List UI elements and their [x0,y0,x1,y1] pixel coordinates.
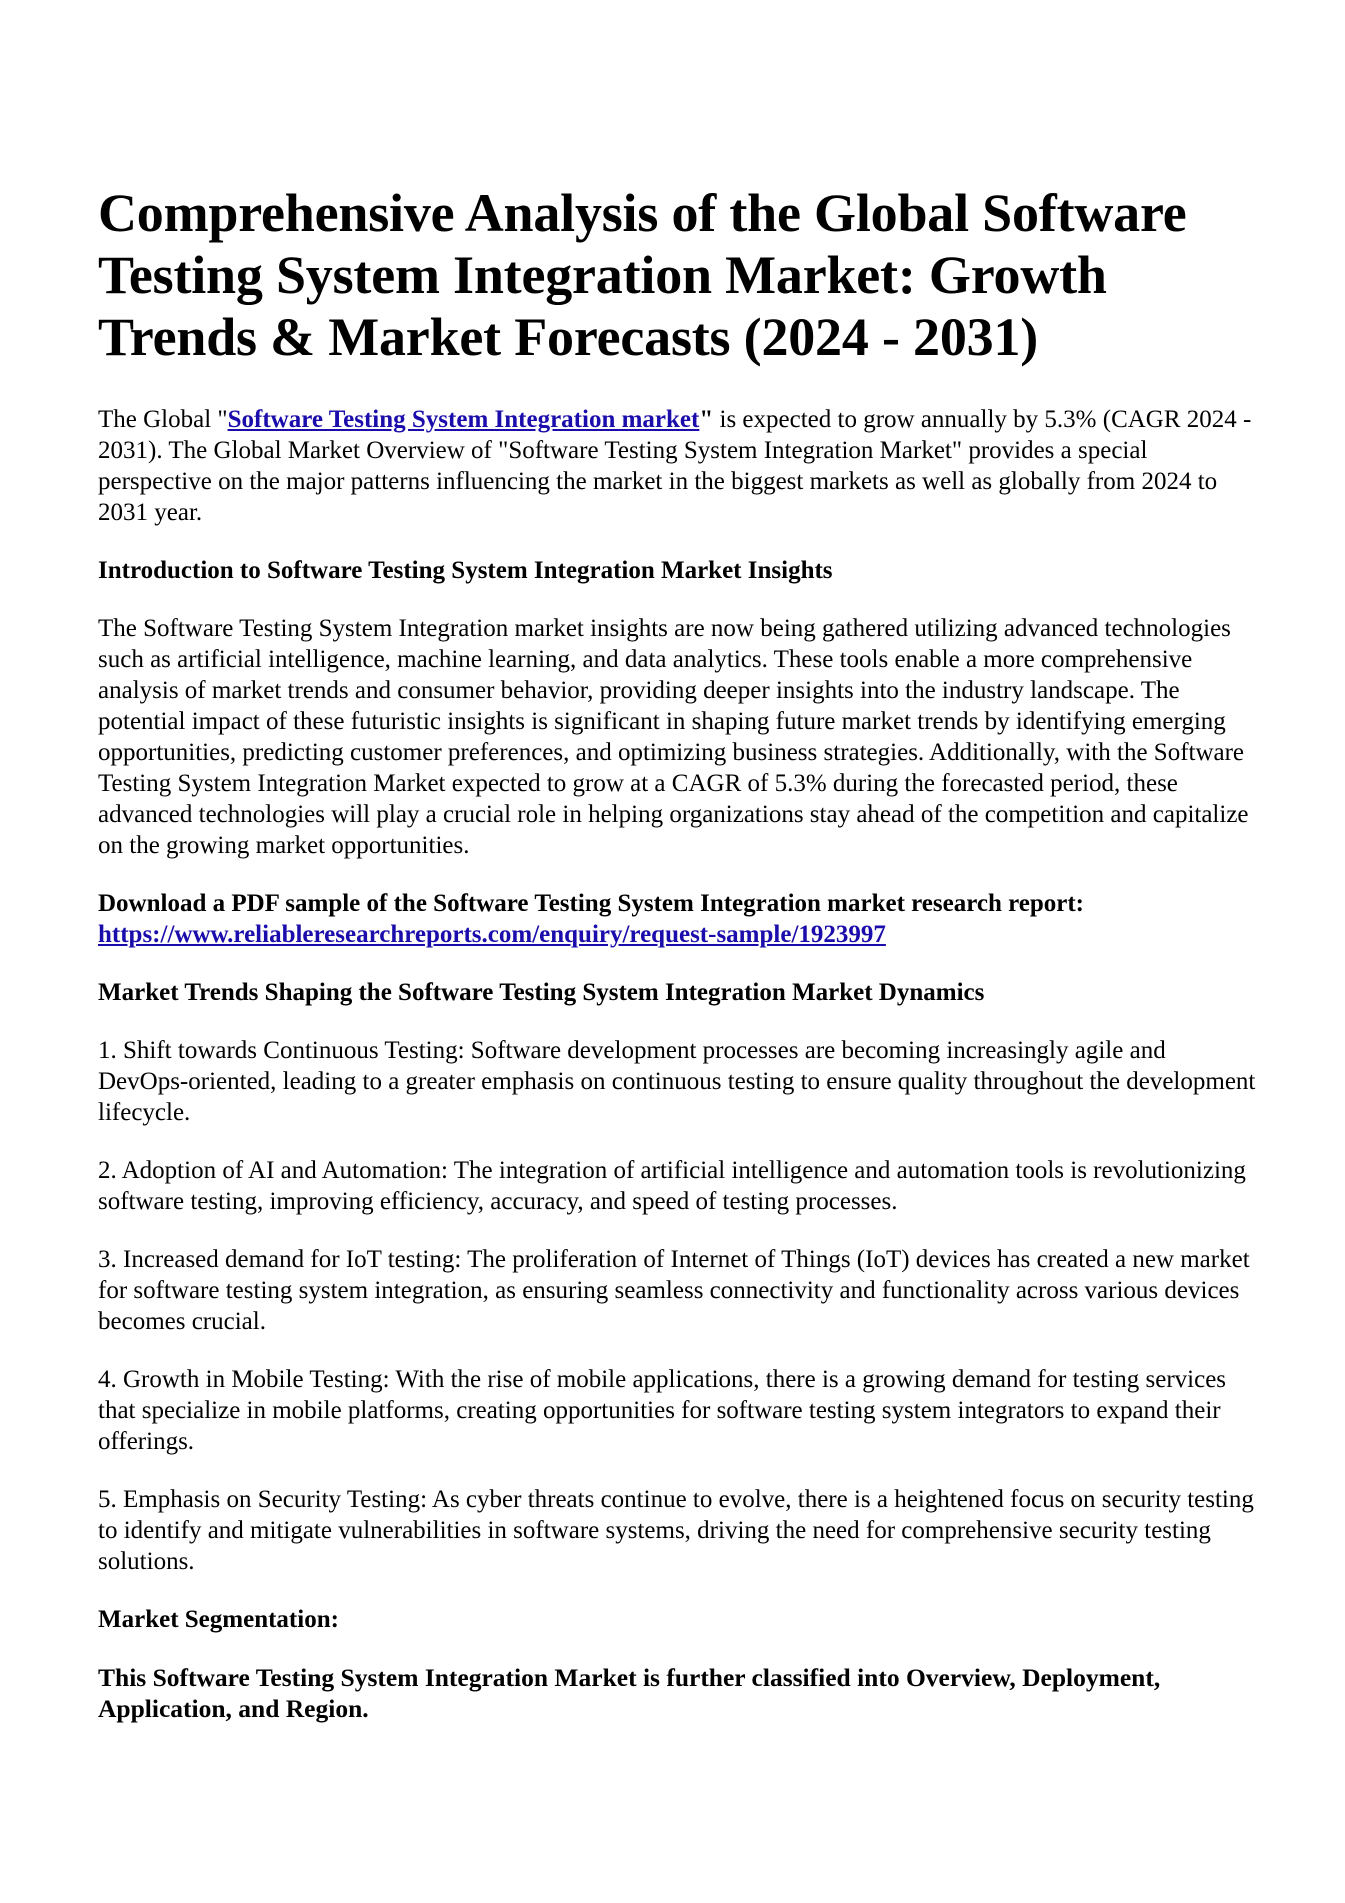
segmentation-heading: Market Segmentation: [98,1606,339,1633]
market-link[interactable]: Software Testing System Integration market [227,406,700,433]
page-title: Comprehensive Analysis of the Global Software Testing System Integration Market: Growth Trends & Market Forecasts (2024 - 2031) [98,183,1187,367]
trend-item-2: 2. Adoption of AI and Automation: The integration of artificial intelligence and automation tools is revolutionizing software testing, improving efficiency, accuracy, and speed of testing processes. [98,1157,1246,1215]
insights-heading: Introduction to Software Testing System Integration Market Insights [98,557,833,584]
trend-item-5: 5. Emphasis on Security Testing: As cyber threats continue to evolve, there is a heightened focus on security testing to identify and mitigate vulnerabilities in software systems, driving the need for comprehensive security testing solutions. [98,1486,1254,1575]
insights-body: The Software Testing System Integration market insights are now being gathered utilizing advanced technologies such as artificial intelligence, machine learning, and data analytics. These tools enable a more comprehensive analysis of market trends and consumer behavior, providing deeper insights into the industry landscape. The potential impact of these futuristic insights is significant in shaping future market trends by identifying emerging opportunities, predicting customer preferences, and optimizing business strategies. Additionally, with the Software Testing System Integration Market expected to grow at a CAGR of 5.3% during the forecasted period, these advanced technologies will play a crucial role in helping organizations stay ahead of the competition and capitalize on the growing market opportunities. [98,615,1249,859]
intro-paragraph [98,404,1258,528]
trends-heading: Market Trends Shaping the Software Testing System Integration Market Dynamics [98,979,985,1006]
intro-rest: is expected to grow annually by 5.3% (CAGR 2024 - 2031). The Global Market Overview of "Software Testing System Integration Market" provides a special perspective on the major patterns influencing the market in the biggest markets as well as globally from 2024 to 2031 year. [98,406,1252,526]
segmentation-body: This Software Testing System Integration Market is further classified into Overview, Deployment, Application, and Region. [98,1663,1161,1723]
download-sample-link[interactable]: https://www.reliableresearchreports.com/enquiry/request-sample/1923997 [98,921,886,948]
intro-link-suffix: " [699,406,714,433]
trend-item-1: 1. Shift towards Continuous Testing: Software development processes are becoming increasingly agile and DevOps-oriented, leading to a greater emphasis on continuous testing to ensure quality throughout the development lifecycle. [98,1037,1256,1126]
download-paragraph [98,888,1258,950]
trend-item-3: 3. Increased demand for IoT testing: The proliferation of Internet of Things (IoT) devices has created a new market for software testing system integration, as ensuring seamless connectivity and functionality across various devices becomes crucial. [98,1246,1250,1335]
document-page [98,182,1258,1724]
download-label: Download a PDF sample of the Software Testing System Integration market research report: [98,890,1085,917]
trend-item-4: 4. Growth in Mobile Testing: With the rise of mobile applications, there is a growing demand for testing services that specialize in mobile platforms, creating opportunities for software testing system integrators to expand their offerings. [98,1366,1227,1455]
intro-prefix: The Global " [98,406,228,433]
